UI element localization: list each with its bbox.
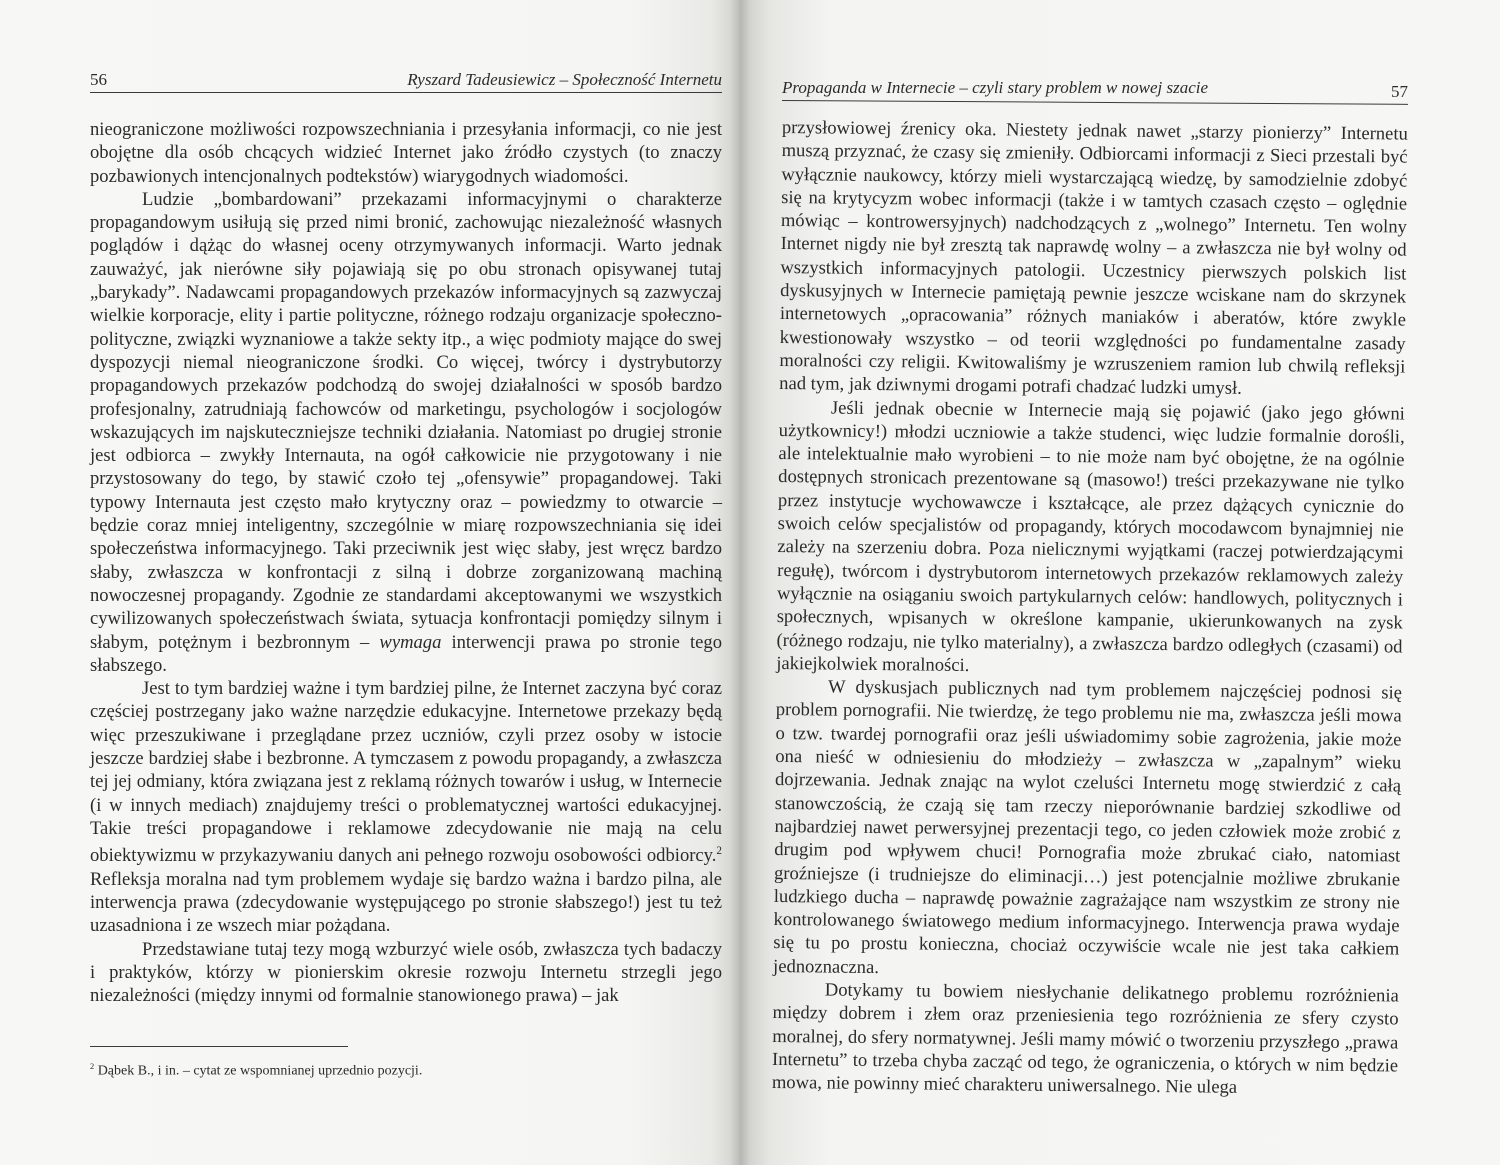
book-gutter bbox=[730, 0, 750, 1165]
footnote-reference[interactable]: 2 bbox=[716, 845, 722, 858]
left-page bbox=[0, 0, 740, 1165]
paragraph-text: Jest to tym bardziej ważne i tym bardziej pilne, że Internet zaczyna być coraz częściej postrzegany jako ważne narzędzie edukacyjne. Internetowe przekazy będą więc przeszukiwane i przeglądane przez uczniów, czyli przez osoby w istocie jeszcze bardziej słabe i bezbronne. A tymczasem z powodu propagandy, a zwłaszcza tej jej odmiany, która związana jest z reklamą różnych towarów i usług, w Internecie (i w innych mediach) znajdujemy treści o problematycznej wartości edukacyjnej. Takie treści propagandowe i reklamowe zdecydowanie nie mają na celu obiektywizmu w przykazywaniu danych ani pełnego rozwoju osobowości odbiorcy. bbox=[90, 678, 722, 867]
paragraph: W dyskusjach publicznych nad tym problemem najczęściej podnosi się problem pornografii. Nie twierdzę, że tego problemu nie ma, zwłaszcza jeśli mowa o tzw. twardej pornografii oraz jeśli uświadomimy sobie zagrożenia, jakie może ona nieść w odniesieniu do młodzieży – zwłaszcza w „zapalnym” wieku dojrzewania. Jednak znając na wylot czeluści Internetu mogę stwierdzić z całą stanowczością, że czają się tam rzeczy nieporównanie bardziej szkodliwe od najbardziej nawet perwersyjnej prezentacji tego, co jeden człowiek może zrobić z drugim pod wpływem chuci! Pornografia może zbrukać ciało, natomiast groźniejsze (i trudniejsze do eliminacji…) jest potencjalnie możliwe zbrukanie ludzkiego ducha – naprawdę poważnie zagrażające nam wszystkim ze strony nie kontrolowanego światowego medium informacyjnego. Interwencja prawa wydaje się tu po prostu konieczna, chociaż oczywiście wcale nie jest taka całkiem jednoznaczna. bbox=[772, 676, 1403, 978]
header-rule bbox=[90, 92, 722, 93]
page-number: 57 bbox=[1391, 82, 1408, 101]
paragraph-text: interwencji prawa po stronie tego słabszego. bbox=[90, 631, 722, 676]
running-head: Ryszard Tadeusiewicz – Społeczność Internetu bbox=[407, 70, 722, 89]
footnote-mark: 2 bbox=[90, 1062, 95, 1071]
running-head: Propaganda w Internecie – czyli stary problem w nowej szacie bbox=[782, 78, 1209, 97]
paragraph bbox=[90, 677, 722, 937]
left-page-body bbox=[90, 118, 722, 1007]
paragraph: Dotykamy tu bowiem niesłychanie delikatnego problemu rozróżnienia między dobrem i złem oraz przeniesienia tego rozróżnienia ze sfery czysto moralnej, do sfery normatywnej. Jeśli mamy mówić o tworzeniu przyszłego „prawa Internetu” to trzeba chyba zacząć od tego, że ograniczenia, o których w nim będzie mowa, nie powinny mieć charakteru uniwersalnego. Nie ulega bbox=[771, 979, 1399, 1098]
right-page bbox=[740, 0, 1500, 1165]
paragraph: Przedstawiane tutaj tezy mogą wzburzyć wiele osób, zwłaszcza tych badaczy i praktyków, którzy w pionierskim okresie rozwoju Internetu strzegli jego niezależności (między innymi od formalnie stanowionego prawa) – jak bbox=[90, 938, 722, 1007]
right-page-body bbox=[772, 116, 1408, 1101]
paragraph-text: Ludzie „bombardowani” przekazami informacyjnymi o charakterze propagandowym usiłują się przed nimi bronić, zachowując niezależność własnych poglądów i dążąc do własnej oceny otrzymywanych informacji. Warto jednak zauważyć, jak nierówne siły pojawiają się po obu stronach opisywanej tutaj „barykady”. Nadawcami propagandowych przekazów informacyjnych są zazwyczaj wielkie korporacje, elity i partie polityczne, różnego rodzaju organizacje społeczno-polityczne, związki wyznaniowe a także sekty itp., a więc podmioty mające do swej dyspozycji niemal nieograniczone środki. Co więcej, twórcy i dystrybutorzy propagandowych przekazów podchodzą do swojej działalności w sposób bardzo profesjonalny, zatrudniają fachowców od marketingu, psychologów i socjologów wskazujących im najskuteczniejsze techniki działania. Natomiast po drugiej stronie jest odbiorca – zwykły Internauta, na ogół całkowicie nie przygotowany i nie przystosowany do tego, by stawić czoło tej „ofensywie” propagandowej. Taki typowy Internauta jest często mało krytyczny oraz – powiedzmy to otwarcie – będzie coraz mniej inteligentny, szczególnie w miarę rozpowszechniania się idei społeczeństwa informacyjnego. Taki przeciwnik jest więc słaby, jest wręcz bardzo słaby, zwłaszcza w konfrontacji z silną i dobrze zorganizowaną machiną nowoczesnej propagandy. Zgodnie ze standardami akceptowanymi we wszystkich cywilizowanych społeczeństwach świata, sytuacja konfrontacji pomiędzy silnym i słabym, potężnym i bezbronnym – bbox=[90, 188, 722, 653]
footnote-rule bbox=[90, 1046, 348, 1047]
header-rule bbox=[782, 100, 1408, 105]
paragraph: przysłowiowej źrenicy oka. Niestety jednak nawet „starzy pionierzy” Internetu muszą przyznać, że czasy się zmieniły. Odbiorcami informacji z Sieci przestali być wyłącznie naukowcy, którzy mieli wystarczającą wiedzę, by samodzielnie zdobyć się na krytycyzm wobec informacji (także i w tamtych czasach często – oględnie mówiąc – kontrowersyjnych) nadchodzących z „wolnego” Internetu. Ten wolny Internet nigdy nie był zresztą tak naprawdę wolny – a zwłaszcza nie był wolny od wszystkich informacyjnych patologii. Uczestnicy pierwszych polskich list dyskusyjnych w Internecie pamiętają pewnie jeszcze wciskane nam do skrzynek internetowych „opracowania” różnych maniaków i aberatów, które zwykle kwestionowały wszystko – od teorii względności po fundamentalne zasady moralności czy religii. Kwitowaliśmy je wzruszeniem ramion lub chwilą refleksji nad tym, jak dziwnymi drogami potrafi chadzać ludzki umysł. bbox=[779, 116, 1408, 400]
page-number: 56 bbox=[90, 70, 107, 89]
paragraph bbox=[90, 188, 722, 677]
paragraph: Jeśli jednak obecnie w Internecie mają się pojawić (jako jego główni użytkownicy!) młodzi uczniowie a także studenci, więc ludzie formalnie dorośli, ale intelektualnie mało wyrobieni – to nie może nam być obojętne, że na ogólnie dostępnych stronicach prezentowane są (masowo!) treści przekazywane nie tylko przez instytucje wychowawcze i kształcące, ale przez dążących cynicznie do swoich celów specjalistów od propagandy, których mocodawcom bynajmniej nie zależy na szerzeniu dobra. Poza nielicznymi wyjątkami (raczej potwierdzającymi regułę), twórcom i dystrybutorom internetowych przekazów reklamowych zależy wyłącznie na osiąganiu swoich partykularnych celów: handlowych, politycznych i społecznych, wpisanych w określone kampanie, ukierunkowanych na zysk (różnego rodzaju, nie tylko materialny), a zwłaszcza bardzo odległych (czasami) od jakiejkolwiek moralności. bbox=[776, 397, 1406, 676]
footnote bbox=[90, 1058, 722, 1081]
footnote-text: Dąbek B., i in. – cytat ze wspomnianej uprzednio pozycji. bbox=[97, 1063, 423, 1079]
paragraph: nieograniczone możliwości rozpowszechniania i przesyłania informacji, co nie jest obojętne dla osób chcących widzieć Internet jako źródło czystych (to znaczy pozbawionych intencjonalnych podtekstów) wiarygodnych wiadomości. bbox=[90, 119, 722, 187]
emphasis: wymaga bbox=[379, 631, 442, 653]
paragraph-text: Refleksja moralna nad tym problemem wydaje się bardzo ważna i bardzo pilna, ale interwencja prawa (zdecydowanie występującego po stronie słabszego!) jest tu też uzasadniona i ze wszech miar pożądana. bbox=[90, 868, 722, 937]
